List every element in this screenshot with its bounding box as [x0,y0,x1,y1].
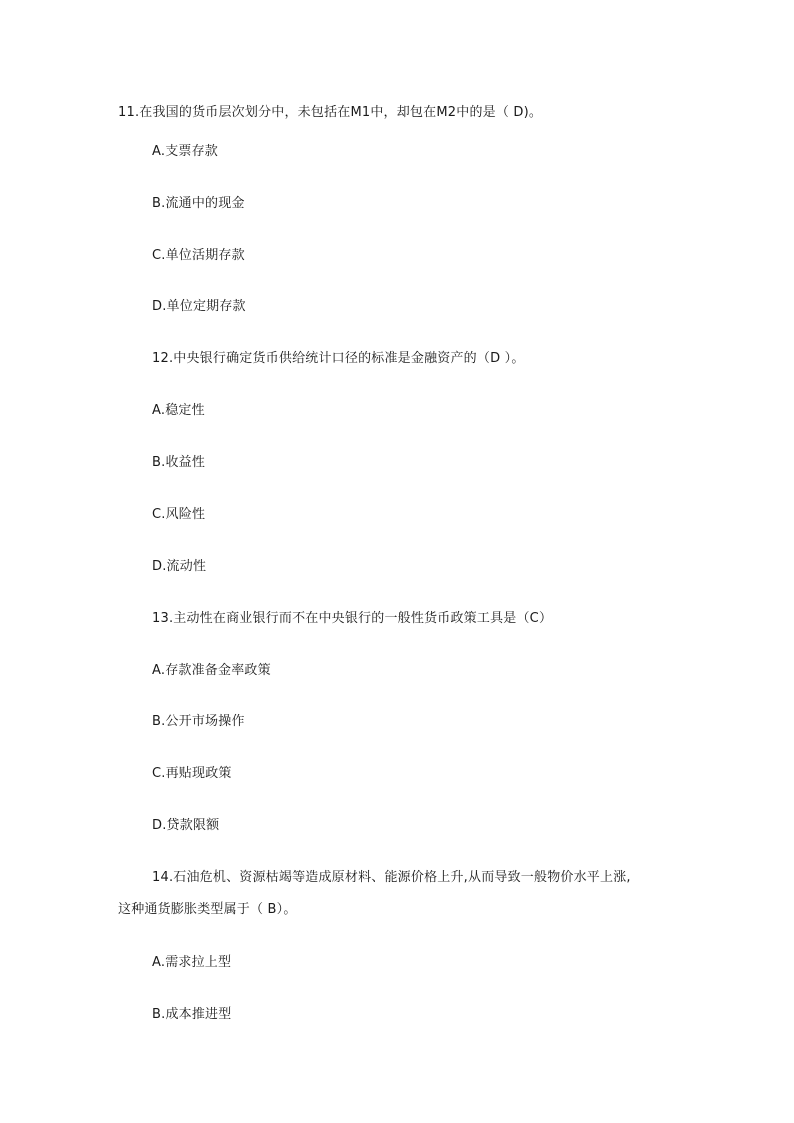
question-11-option-c: C.单位活期存款 [152,248,245,263]
question-14-option-b: B.成本推进型 [152,1007,232,1022]
question-13-stem: 13.主动性在商业银行而不在中央银行的一般性货币政策工具是（C） [152,611,553,626]
question-11-option-b: B.流通中的现金 [152,196,245,211]
question-11-stem: 11.在我国的货币层次划分中，未包括在M1中，却包在M2中的是（ D)。 [118,105,543,120]
question-14-stem-line-2: 这种通货膨胀类型属于（ B）。 [118,902,297,917]
question-12-option-d: D.流动性 [152,559,207,574]
question-12-stem: 12.中央银行确定货币供给统计口径的标准是金融资产的（D ）。 [152,351,525,366]
question-12-option-c: C.风险性 [152,507,206,522]
question-12-option-b: B.收益性 [152,455,206,470]
question-13-option-b: B.公开市场操作 [152,714,245,729]
question-14-stem-line-1: 14.石油危机、资源枯竭等造成原材料、能源价格上升,从而导致一般物价水平上涨, [152,870,631,885]
question-11-option-a: A.支票存款 [152,144,218,159]
question-14-option-a: A.需求拉上型 [152,955,232,970]
question-13-option-a: A.存款准备金率政策 [152,663,271,678]
question-13-option-d: D.贷款限额 [152,818,220,833]
question-13-option-c: C.再贴现政策 [152,766,232,781]
question-11-option-d: D.单位定期存款 [152,299,246,314]
question-12-option-a: A.稳定性 [152,403,205,418]
